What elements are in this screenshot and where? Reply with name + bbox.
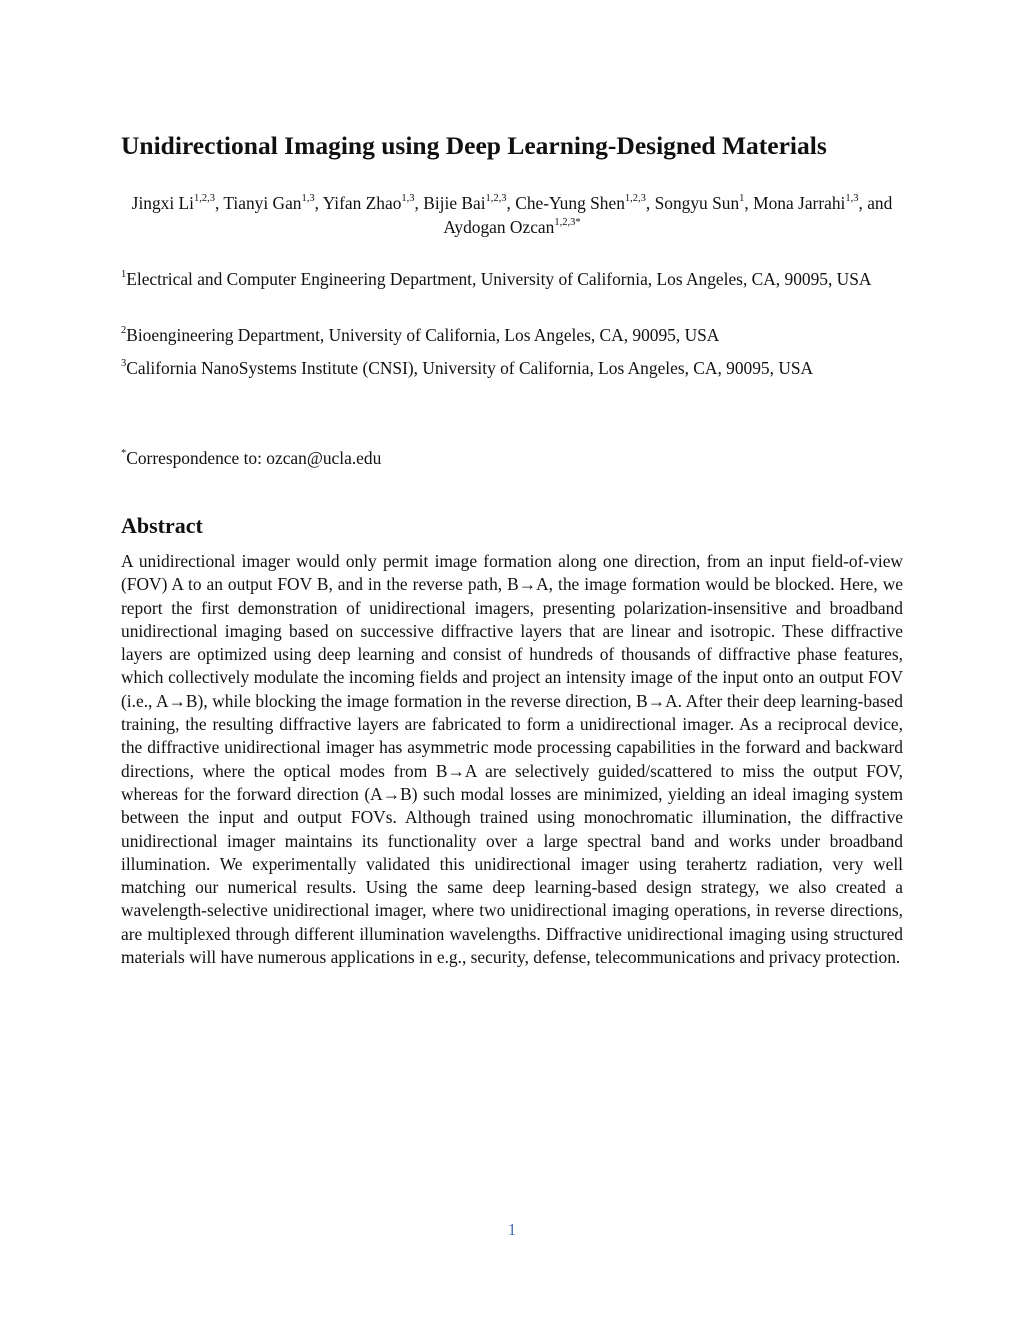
affiliation-marker: 3 (121, 358, 127, 370)
author-separator: , (414, 193, 424, 213)
author-affiliation-marker: 1,2,3 (485, 193, 507, 205)
author-separator: , (645, 193, 655, 213)
paper-title: Unidirectional Imaging using Deep Learning-Designed Materials (121, 131, 827, 160)
affiliation-text: Bioengineering Department, University of California, Los Angeles, CA, 90095, USA (126, 325, 720, 345)
affiliation-1 (121, 267, 903, 291)
author-name: Mona Jarrahi (753, 193, 846, 213)
affiliation-3 (121, 356, 903, 380)
author-affiliation-marker: 1,3 (845, 193, 859, 205)
affiliation-marker: 2 (121, 325, 127, 337)
author-name: Che-Yung Shen (515, 193, 625, 213)
author-affiliation-marker: 1,2,3 (194, 193, 215, 205)
author-list (121, 191, 903, 239)
page-number: 1 (507, 1220, 517, 1239)
abstract-heading: Abstract (121, 513, 203, 538)
author-affiliation-marker: 1,2,3* (554, 217, 581, 229)
author-separator: , and (858, 193, 893, 213)
correspondence (121, 446, 381, 470)
author-separator: , (215, 193, 224, 213)
author-name: Aydogan Ozcan (443, 217, 555, 237)
author-affiliation-marker: 1,3 (301, 193, 315, 205)
author-name: Yifan Zhao (322, 193, 402, 213)
author-name: Songyu Sun (654, 193, 740, 213)
affiliation-2 (121, 323, 903, 347)
author-name: Bijie Bai (423, 193, 486, 213)
author-name: Jingxi Li (131, 193, 194, 213)
author-separator: , (314, 193, 323, 213)
author-affiliation-marker: 1 (739, 193, 745, 205)
author-affiliation-marker: 1,3 (401, 193, 415, 205)
affiliation-text: California NanoSystems Institute (CNSI), University of California, Los Angeles, CA, 90095, USA (126, 358, 814, 378)
correspondence-text: Correspondence to: ozcan@ucla.edu (126, 448, 382, 468)
abstract-text: A unidirectional imager would only permit image formation along one direction, from an input field-of-view (FOV) A to an output FOV B, and in the reverse path, B→A, the image formation would be blocked. Here, we report the first demonstration of unidirectional imagers, presenting polarization-insensitive and broadband unidirectional imaging based on successive diffractive layers that are linear and isotropic. These diffractive layers are optimized using deep learning and consist of hundreds of thousands of diffractive phase features, which collectively modulate the incoming fields and project an intensity image of the input onto an output FOV (i.e., A→B), while blocking the image formation in the reverse direction, B→A. After their deep learning-based training, the resulting diffractive layers are fabricated to form a unidirectional imager. As a reciprocal device, the diffractive unidirectional imager has asymmetric mode processing capabilities in the forward and backward directions, where the optical modes from B→A are selectively guided/scattered to miss the output FOV, whereas for the forward direction (A→B) such modal losses are minimized, yielding an ideal imaging system between the input and output FOVs. Although trained using monochromatic illumination, the diffractive unidirectional imager maintains its functionality over a large spectral band and works under broadband illumination. We experimentally validated this unidirectional imager using terahertz radiation, very well matching our numerical results. Using the same deep learning-based design strategy, we also created a wavelength-selective unidirectional imager, where two unidirectional imaging operations, in reverse directions, are multiplexed through different illumination wavelengths. Diffractive unidirectional imaging using structured materials will have numerous applications in e.g., security, defense, telecommunications and privacy protection. (121, 551, 903, 968)
correspondence-marker: * (121, 448, 127, 460)
author-separator: , (744, 193, 754, 213)
affiliation-text: Electrical and Computer Engineering Department, University of California, Los Angeles, CA, 90095, USA (126, 269, 872, 289)
author-affiliation-marker: 1,2,3 (624, 193, 646, 205)
author-name: Tianyi Gan (223, 193, 302, 213)
author-separator: , (506, 193, 516, 213)
affiliation-marker: 1 (121, 269, 127, 281)
